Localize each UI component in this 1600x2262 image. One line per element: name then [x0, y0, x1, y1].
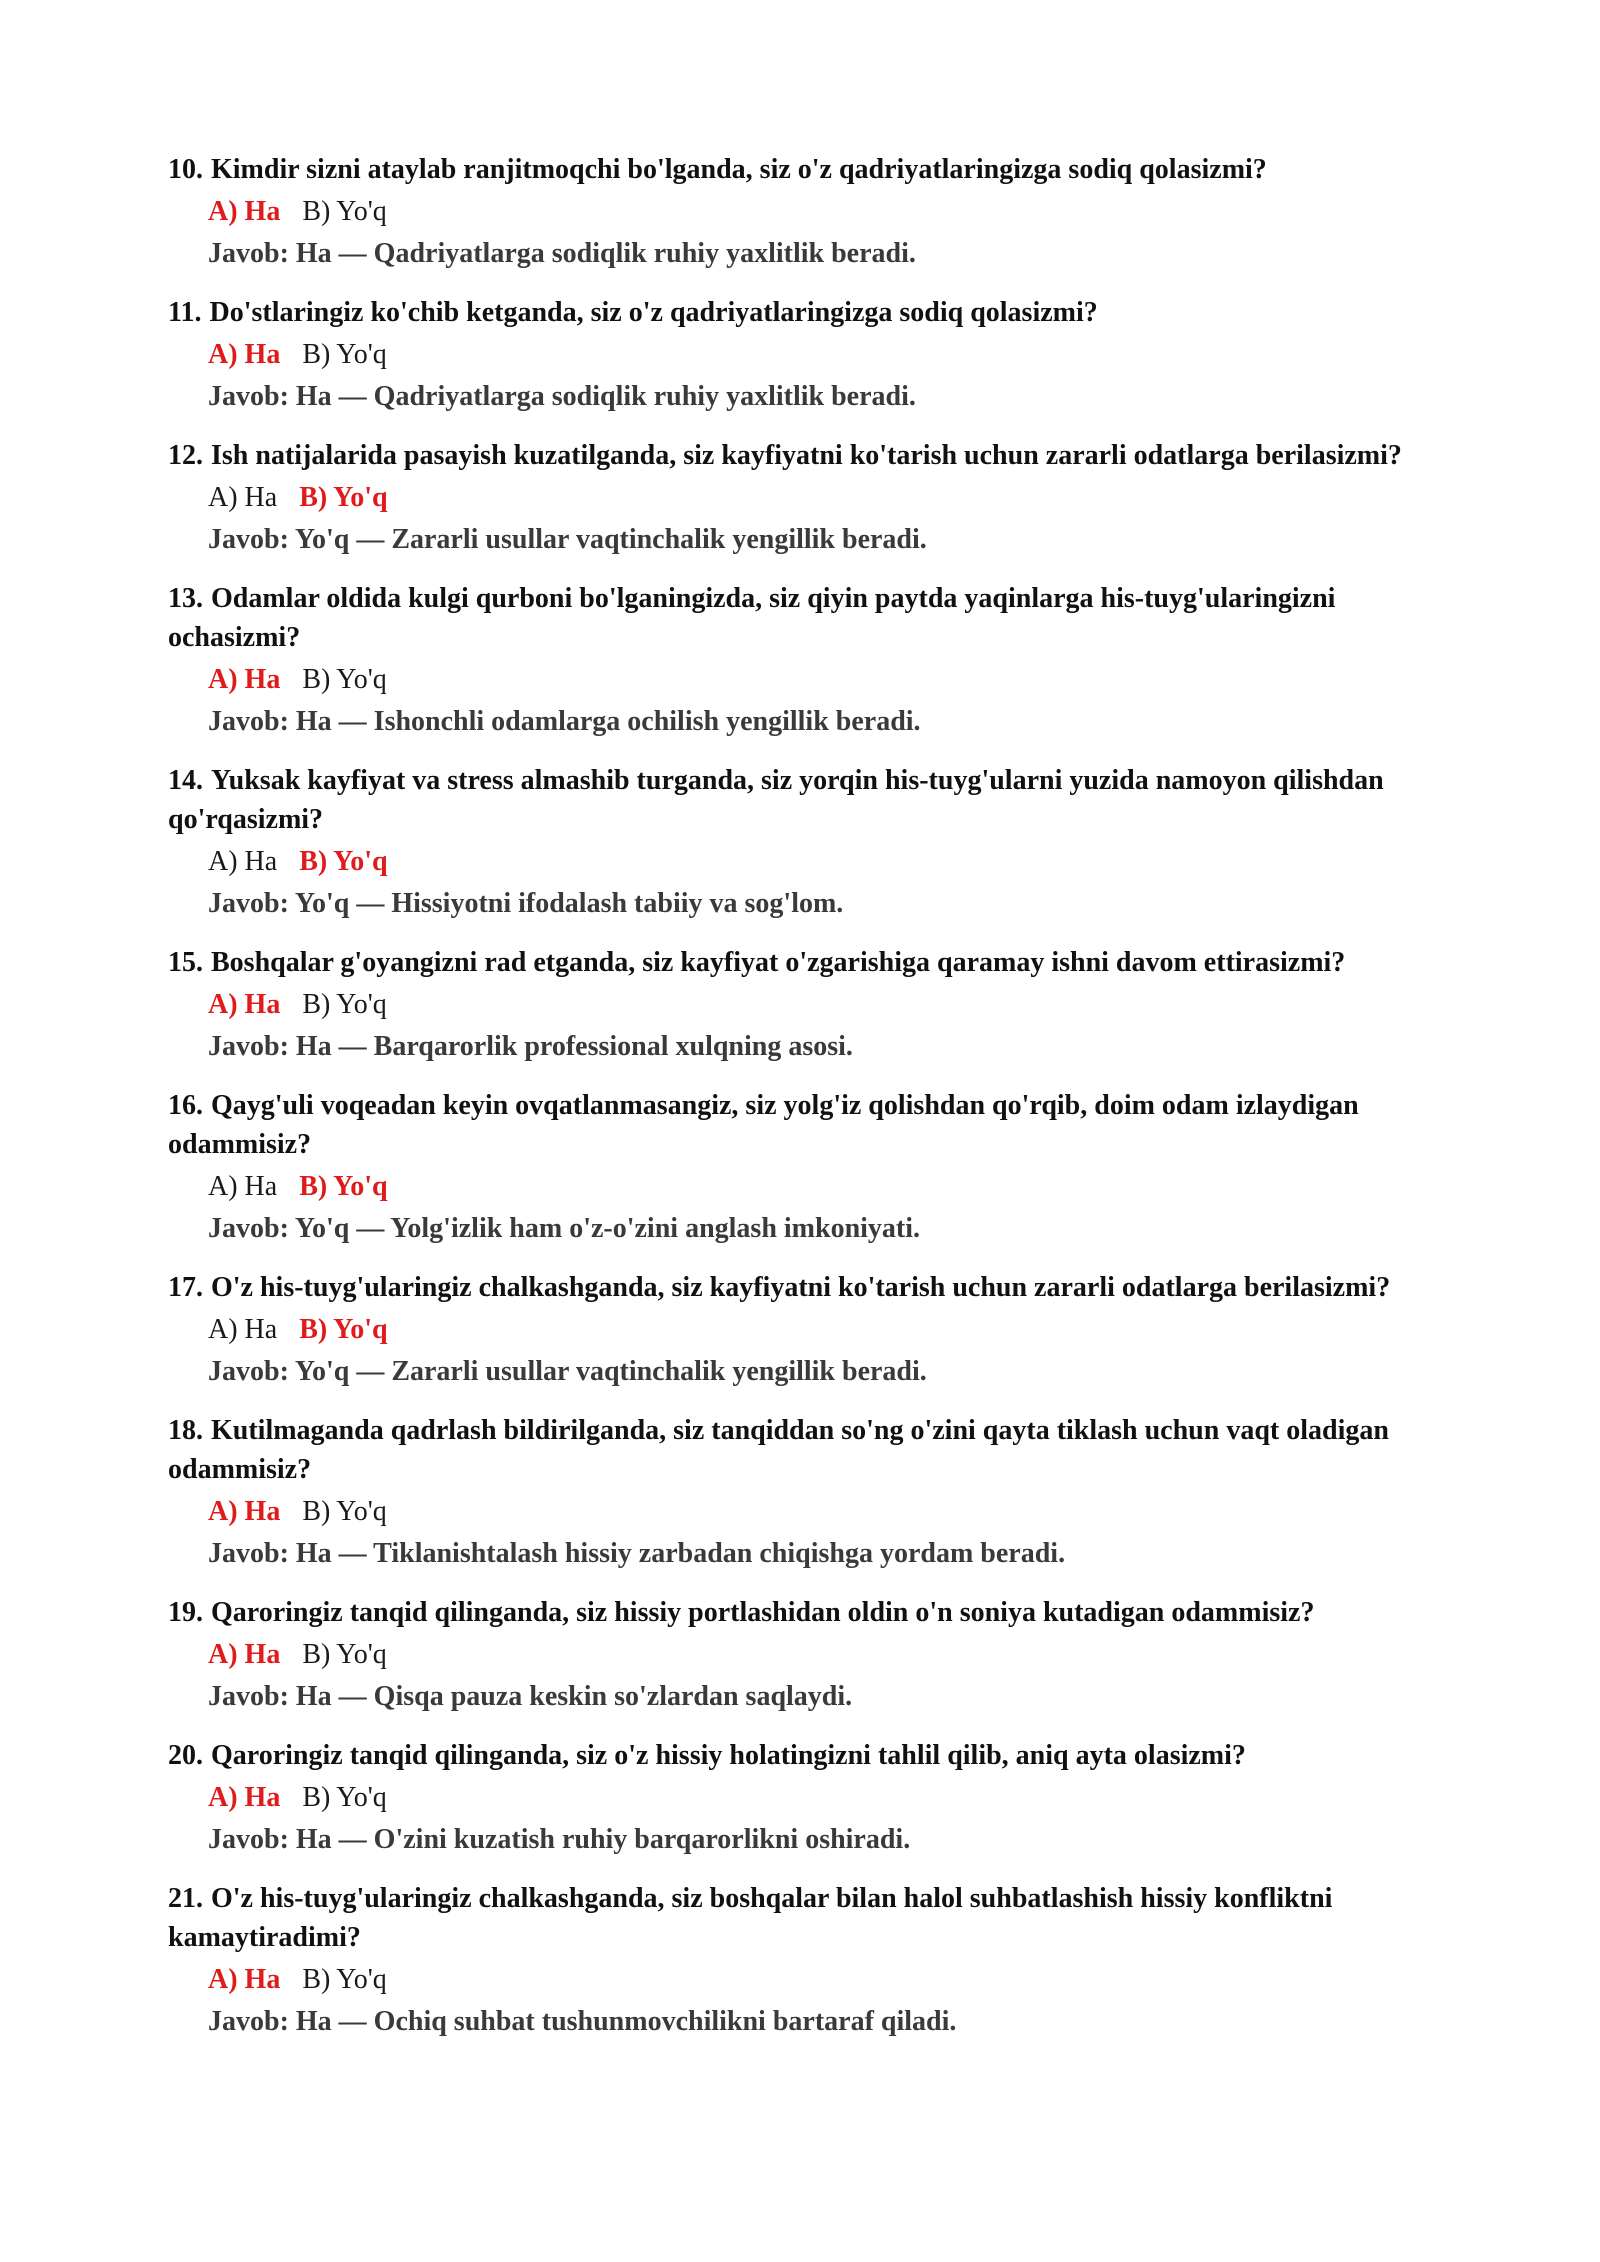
question-text — [168, 1593, 1448, 1632]
option-b: B) Yo'q — [302, 989, 387, 1020]
answer-explanation: Javob: Ha — Barqarorlik professional xulqning asosi. — [208, 1031, 853, 1062]
option-a: A) Ha — [208, 1314, 278, 1345]
answer-options — [168, 477, 1450, 519]
question-text — [168, 579, 1448, 657]
option-b: B) Yo'q — [302, 664, 387, 695]
option-b: B) Yo'q — [299, 1314, 388, 1345]
answer-explanation: Javob: Ha — Ochiq suhbat tushunmovchilikni bartaraf qiladi. — [208, 2006, 957, 2037]
answer-options — [168, 1491, 1450, 1533]
question-body: Yuksak kayfiyat va stress almashib turganda, siz yorqin his-tuyg'ularni yuzida namoyon qilishdan qo'rqasizmi? — [168, 765, 1384, 835]
option-a: A) Ha — [208, 1639, 281, 1670]
option-a: A) Ha — [208, 989, 281, 1020]
option-b: B) Yo'q — [302, 196, 387, 227]
answer-options — [168, 1309, 1450, 1351]
question-text — [168, 293, 1448, 332]
option-a: A) Ha — [208, 1496, 281, 1527]
question-number: 12. — [168, 440, 203, 471]
question-body: O'z his-tuyg'ularingiz chalkashganda, siz boshqalar bilan halol suhbatlashish hissiy konfliktni kamaytiradimi? — [168, 1883, 1333, 1953]
option-a: A) Ha — [208, 482, 278, 513]
option-a: A) Ha — [208, 1171, 278, 1202]
question-number: 13. — [168, 583, 203, 614]
option-b: B) Yo'q — [302, 1639, 387, 1670]
option-b: B) Yo'q — [299, 1171, 388, 1202]
question-item — [168, 1879, 1450, 2043]
option-b: B) Yo'q — [299, 846, 388, 877]
question-number: 17. — [168, 1272, 203, 1303]
question-body: Qayg'uli voqeadan keyin ovqatlanmasangiz, siz yolg'iz qolishdan qo'rqib, doim odam izlaydigan odammisiz? — [168, 1090, 1359, 1160]
question-body: Kimdir sizni ataylab ranjitmoqchi bo'lganda, siz o'z qadriyatlaringizga sodiq qolasizmi? — [211, 154, 1267, 185]
question-number: 19. — [168, 1597, 203, 1628]
option-a: A) Ha — [208, 1964, 281, 1995]
answer-explanation: Javob: Yo'q — Hissiyotni ifodalash tabiiy va sog'lom. — [208, 888, 844, 919]
option-b: B) Yo'q — [302, 1782, 387, 1813]
answer-options — [168, 841, 1450, 883]
option-a: A) Ha — [208, 196, 281, 227]
answer-options — [168, 1166, 1450, 1208]
question-body: Odamlar oldida kulgi qurboni bo'lganingizda, siz qiyin paytda yaqinlarga his-tuyg'ularingizni ochasizmi? — [168, 583, 1336, 653]
option-a: A) Ha — [208, 664, 281, 695]
question-item — [168, 1736, 1450, 1861]
question-text — [168, 943, 1448, 982]
answer-explanation: Javob: Yo'q — Yolg'izlik ham o'z-o'zini anglash imkoniyati. — [208, 1213, 921, 1244]
answer-explanation: Javob: Yo'q — Zararli usullar vaqtinchalik yengillik beradi. — [208, 524, 927, 555]
question-item — [168, 1411, 1450, 1575]
question-item — [168, 436, 1450, 561]
option-b: B) Yo'q — [302, 1964, 387, 1995]
answer-options — [168, 191, 1450, 233]
question-item — [168, 579, 1450, 743]
question-text — [168, 1268, 1448, 1307]
question-text — [168, 150, 1448, 189]
question-number: 20. — [168, 1740, 203, 1771]
question-text — [168, 761, 1448, 839]
answer-explanation: Javob: Ha — Qadriyatlarga sodiqlik ruhiy yaxlitlik beradi. — [208, 238, 916, 269]
answer-options — [168, 659, 1450, 701]
question-number: 16. — [168, 1090, 203, 1121]
question-number: 21. — [168, 1883, 203, 1914]
question-text — [168, 1736, 1448, 1775]
answer-options — [168, 1777, 1450, 1819]
question-number: 10. — [168, 154, 203, 185]
question-item — [168, 1593, 1450, 1718]
answer-explanation: Javob: Yo'q — Zararli usullar vaqtinchalik yengillik beradi. — [208, 1356, 927, 1387]
option-a: A) Ha — [208, 846, 278, 877]
question-text — [168, 436, 1448, 475]
question-text — [168, 1086, 1448, 1164]
question-body: Qaroringiz tanqid qilinganda, siz hissiy portlashidan oldin o'n soniya kutadigan odammisiz? — [211, 1597, 1315, 1628]
question-body: Boshqalar g'oyangizni rad etganda, siz kayfiyat o'zgarishiga qaramay ishni davom ettirasizmi? — [211, 947, 1346, 978]
answer-options — [168, 984, 1450, 1026]
question-body: Ish natijalarida pasayish kuzatilganda, siz kayfiyatni ko'tarish uchun zararli odatlarga berilasizmi? — [211, 440, 1402, 471]
answer-explanation: Javob: Ha — Ishonchli odamlarga ochilish yengillik beradi. — [208, 706, 921, 737]
question-body: Qaroringiz tanqid qilinganda, siz o'z hissiy holatingizni tahlil qilib, aniq ayta olasizmi? — [211, 1740, 1246, 1771]
option-b: B) Yo'q — [299, 482, 388, 513]
question-body: O'z his-tuyg'ularingiz chalkashganda, siz kayfiyatni ko'tarish uchun zararli odatlarga berilasizmi? — [211, 1272, 1391, 1303]
question-body: Do'stlaringiz ko'chib ketganda, siz o'z qadriyatlaringizga sodiq qolasizmi? — [209, 297, 1098, 328]
question-item — [168, 150, 1450, 275]
question-text — [168, 1411, 1448, 1489]
question-number: 18. — [168, 1415, 203, 1446]
question-item — [168, 943, 1450, 1068]
question-number: 15. — [168, 947, 203, 978]
question-item — [168, 761, 1450, 925]
answer-options — [168, 334, 1450, 376]
option-a: A) Ha — [208, 339, 281, 370]
answer-explanation: Javob: Ha — O'zini kuzatish ruhiy barqarorlikni oshiradi. — [208, 1824, 911, 1855]
option-a: A) Ha — [208, 1782, 281, 1813]
answer-explanation: Javob: Ha — Qisqa pauza keskin so'zlardan saqlaydi. — [208, 1681, 853, 1712]
question-number: 11. — [168, 297, 202, 328]
question-item — [168, 293, 1450, 418]
question-body: Kutilmaganda qadrlash bildirilganda, siz tanqiddan so'ng o'zini qayta tiklash uchun vaqt oladigan odammisiz? — [168, 1415, 1389, 1485]
question-text — [168, 1879, 1448, 1957]
answer-explanation: Javob: Ha — Tiklanishtalash hissiy zarbadan chiqishga yordam beradi. — [208, 1538, 1066, 1569]
answer-options — [168, 1634, 1450, 1676]
question-item — [168, 1086, 1450, 1250]
option-b: B) Yo'q — [302, 339, 387, 370]
answer-options — [168, 1959, 1450, 2001]
question-list — [168, 150, 1450, 2043]
question-item — [168, 1268, 1450, 1393]
option-b: B) Yo'q — [302, 1496, 387, 1527]
answer-explanation: Javob: Ha — Qadriyatlarga sodiqlik ruhiy yaxlitlik beradi. — [208, 381, 916, 412]
question-number: 14. — [168, 765, 203, 796]
